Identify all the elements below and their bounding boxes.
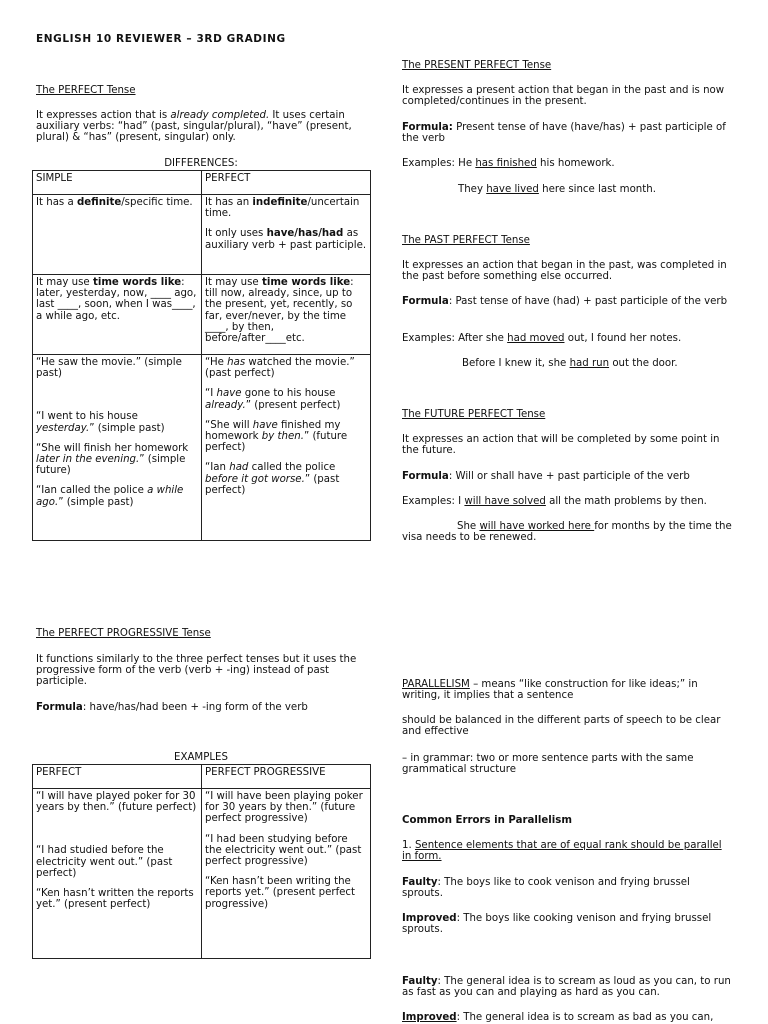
simple-time-words-cell: It may use time words like: later, yesterday, now, ____ ago, last ____, soon, when I was____, a while ago, etc. [33, 275, 202, 355]
perfect-progressive-formula: Formula: have/has/had been + -ing form of the verb [36, 702, 308, 713]
future-perfect-heading: The FUTURE PERFECT Tense [402, 409, 546, 420]
perfect-examples-cell: “He has watched the movie.” (past perfect) “I have gone to his house already.” (present perfect) “She will have finished my homework by then.” (future perfect) “Ian had called the police before it got worse.” (past perfect) [202, 355, 371, 541]
column-header-perfect-progressive: PERFECT PROGRESSIVE [202, 765, 371, 789]
future-perfect-description: It expresses an action that will be completed by some point in the future. [402, 434, 720, 457]
present-perfect-example-2: They have lived here since last month. [458, 184, 656, 195]
examples-table [32, 764, 371, 959]
table-row [33, 195, 371, 275]
present-perfect-example-1: Examples: He has finished his homework. [402, 158, 615, 169]
perfect-time-words-cell: It may use time words like: till now, already, since, up to the present, yet, recently, so far, ever/never, by the time ____, by then, before/after____etc. [202, 275, 371, 355]
present-perfect-formula: Formula: Present tense of have (have/has) + past participle of the verb [402, 122, 726, 145]
table-row [33, 765, 371, 789]
perfect-time-cell: It has an indefinite/uncertain time. It only uses have/has/had as auxiliary verb + past participle. [202, 195, 371, 275]
present-perfect-heading: The PRESENT PERFECT Tense [402, 60, 552, 71]
perfect-progressive-heading: The PERFECT PROGRESSIVE Tense [36, 628, 211, 639]
simple-examples-cell: “He saw the movie.” (simple past) “I went to his house yesterday.” (simple past) “She will finish her homework later in the evening.” (simple future) “Ian called the police a while ago.” (simple past) [33, 355, 202, 541]
improved-example-1: Improved: The boys like cooking venison and frying brussel sprouts. [402, 913, 712, 936]
column-header-perfect: PERFECT [202, 171, 371, 195]
faulty-example-1: Faulty: The boys like to cook venison and frying brussel sprouts. [402, 877, 690, 900]
simple-time-cell: It has a definite/specific time. [33, 195, 202, 275]
past-perfect-formula: Formula: Past tense of have (had) + past participle of the verb [402, 296, 728, 307]
parallelism-rule-1: 1. Sentence elements that are of equal rank should be parallel in form. [402, 840, 722, 863]
perfect-progressive-examples-cell: “I will have been playing poker for 30 years by then.” (future perfect progressive) “I had been studying before the electricity went out.” (past perfect progressive) “Ken hasn’t been writing the reports yet.” (present perfect progressive) [202, 789, 371, 959]
perfect-progressive-description: It functions similarly to the three perfect tenses but it uses the progressive form of the verb (verb + -ing) instead of past participle. [36, 654, 357, 688]
table-row [33, 171, 371, 195]
improved-example-2: Improved: The general idea is to scream as bad as you can, [402, 1012, 714, 1023]
parallelism-definition-2: should be balanced in the different parts of speech to be clear and effective [402, 715, 721, 738]
faulty-example-2: Faulty: The general idea is to scream as loud as you can, to run as fast as you can and playing as hard as you can. [402, 976, 731, 999]
future-perfect-example-2: She will have worked here for months by the time the visa needs to be renewed. [402, 521, 732, 544]
parallelism-grammar-definition: – in grammar: two or more sentence parts with the same grammatical structure [402, 753, 694, 776]
perfect-examples-cell: “I will have played poker for 30 years by then.” (future perfect) “I had studied before the electricity went out.” (past perfect) “Ken hasn’t written the reports yet.” (present perfect) [33, 789, 202, 959]
perfect-tense-description: It expresses action that is already completed. It uses certain auxiliary verbs: “had” (past, singular/plural), “have” (present, plural) & “has” (present, singular) only. [36, 110, 352, 144]
column-header-simple: SIMPLE [33, 171, 202, 195]
present-perfect-description: It expresses a present action that began in the past and is now completed/continues in the present. [402, 85, 725, 108]
future-perfect-example-1: Examples: I will have solved all the math problems by then. [402, 496, 707, 507]
common-errors-heading: Common Errors in Parallelism [402, 815, 572, 826]
table-row [33, 789, 371, 959]
differences-caption: DIFFERENCES: [164, 158, 238, 169]
parallelism-definition: PARALLELISM – means “like construction for like ideas;” in writing, it implies that a sentence [402, 679, 698, 702]
past-perfect-example-2: Before I knew it, she had run out the door. [462, 358, 678, 369]
examples-caption: EXAMPLES [174, 752, 228, 763]
differences-table [32, 170, 371, 541]
table-row [33, 275, 371, 355]
perfect-tense-heading: The PERFECT Tense [36, 85, 136, 96]
past-perfect-example-1: Examples: After she had moved out, I found her notes. [402, 333, 682, 344]
column-header-perfect: PERFECT [33, 765, 202, 789]
document-title: ENGLISH 10 REVIEWER – 3RD GRADING [36, 33, 286, 45]
past-perfect-description: It expresses an action that began in the past, was completed in the past before something else occurred. [402, 260, 727, 283]
table-row [33, 355, 371, 541]
past-perfect-heading: The PAST PERFECT Tense [402, 235, 530, 246]
future-perfect-formula: Formula: Will or shall have + past participle of the verb [402, 471, 690, 482]
